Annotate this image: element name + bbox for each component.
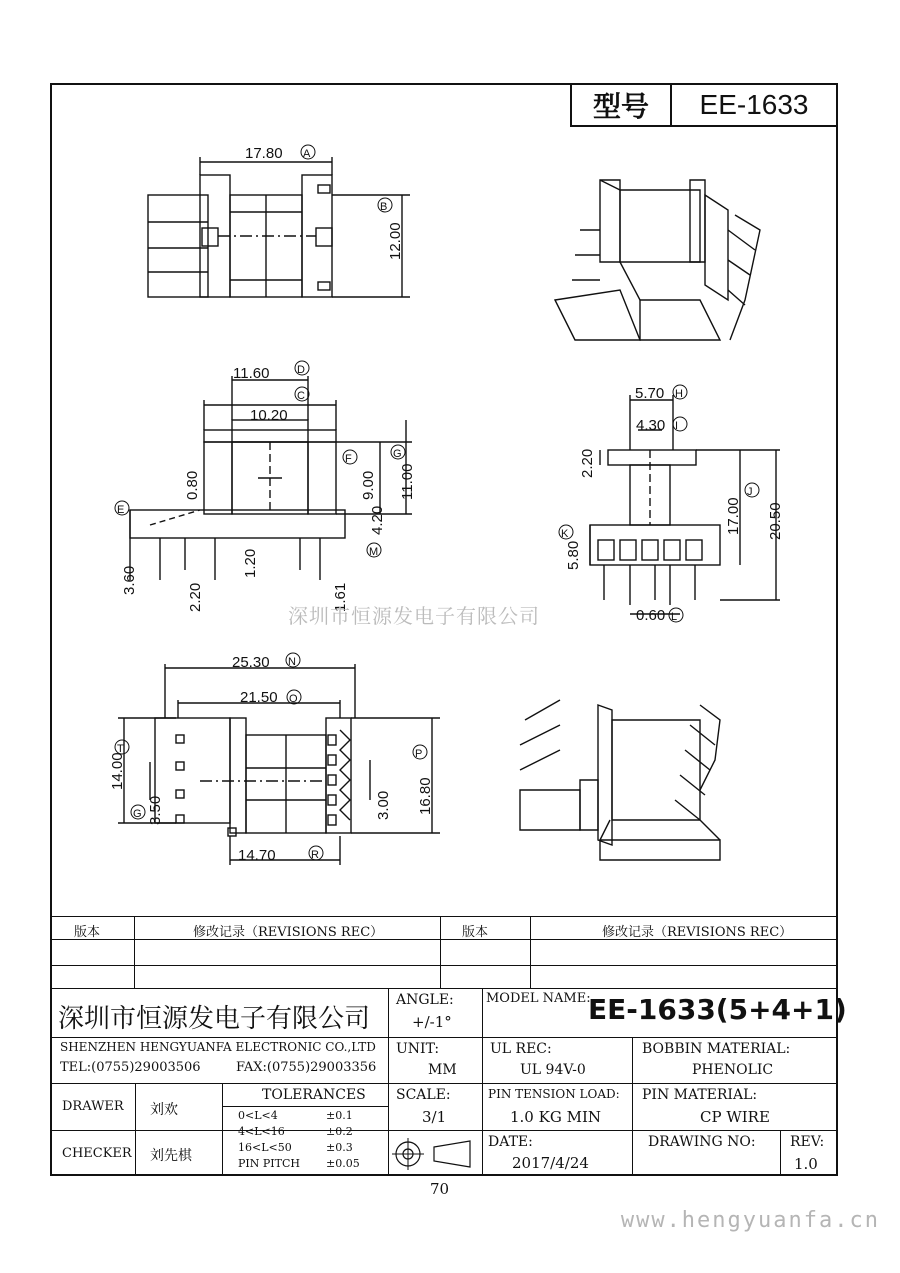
rev-header-version-2: 版本 <box>462 925 489 940</box>
angle-value: +/-1° <box>412 1013 452 1031</box>
dim-c-mark: C <box>297 390 305 402</box>
dim-k-mark: K <box>561 528 569 540</box>
drawing-no-label: DRAWING NO: <box>648 1134 756 1150</box>
rev-header-record-2: 修改记录（REVISIONS REC） <box>602 925 793 940</box>
tb-vline <box>222 1083 223 1176</box>
model-header-label: 型号 <box>572 85 672 125</box>
model-name-label: MODEL NAME: <box>486 991 591 1006</box>
tol-range-4: PIN PITCH <box>238 1157 300 1170</box>
dim-p-value: 16.80 <box>417 777 434 815</box>
tol-range-3: 16<L<50 <box>238 1141 292 1154</box>
tb-line <box>50 1037 838 1038</box>
rev-bottom-line <box>50 988 838 989</box>
tol-value-2: ±0.2 <box>326 1125 353 1138</box>
top-view <box>148 157 410 297</box>
tb-line <box>50 1130 838 1131</box>
dim-h-value: 5.70 <box>635 385 665 402</box>
dim-k-value: 5.80 <box>565 540 582 570</box>
tol-range-1: 0<L<4 <box>238 1109 278 1122</box>
side-view <box>590 395 780 614</box>
unit-value: MM <box>428 1062 457 1078</box>
rev-col-line <box>440 916 441 988</box>
dim-r-mark: R <box>311 849 319 861</box>
dim-f-value: 9.00 <box>360 470 377 500</box>
watermark-company: 深圳市恒源发电子有限公司 <box>288 604 540 628</box>
checker-label: CHECKER <box>62 1146 132 1161</box>
dim-220b-value: 2.20 <box>579 448 596 478</box>
dim-i-mark: I <box>675 420 679 432</box>
tb-vline <box>135 1083 136 1176</box>
unit-label: UNIT: <box>396 1041 440 1057</box>
company-fax: FAX:(0755)29003356 <box>236 1060 377 1075</box>
dim-i-value: 4.30 <box>636 417 666 434</box>
dim-m-mark: M <box>369 546 379 558</box>
rev-header-version: 版本 <box>74 925 101 940</box>
drawer-label: DRAWER <box>62 1099 124 1114</box>
dim-2050-value: 20.50 <box>767 502 784 540</box>
dim-a-value: 17.80 <box>245 145 283 162</box>
model-header-value: EE-1633 <box>699 89 809 120</box>
dim-g-mark: G <box>393 448 402 460</box>
dim-c-value: 10.20 <box>250 407 288 424</box>
rev-header-record: 修改记录（REVISIONS REC） <box>193 925 384 940</box>
pin-tension-value: 1.0 KG MIN <box>510 1108 601 1126</box>
rev-row-line <box>50 965 838 966</box>
dim-f-mark: F <box>345 453 352 465</box>
scale-label: SCALE: <box>396 1087 451 1103</box>
drawer-value: 刘欢 <box>150 1102 178 1118</box>
tb-vline <box>632 1037 633 1176</box>
tb-vline <box>388 988 389 1176</box>
tb-line <box>50 1083 388 1084</box>
dim-t-mark: T <box>117 743 124 755</box>
rev-value: 1.0 <box>794 1155 818 1173</box>
company-name-cn: 深圳市恒源发电子有限公司 <box>58 1004 371 1034</box>
iso-view-top <box>555 180 760 340</box>
company-name-en: SHENZHEN HENGYUANFA ELECTRONIC CO.,LTD <box>60 1040 376 1054</box>
ul-value: UL 94V-0 <box>520 1062 586 1078</box>
dim-300-value: 3.00 <box>375 790 392 820</box>
rev-label: REV: <box>790 1134 825 1150</box>
page-number: 70 <box>430 1180 450 1198</box>
dim-a-mark: A <box>303 148 311 160</box>
tol-range-2: 4<L<16 <box>238 1125 285 1138</box>
bottom-view <box>118 664 440 865</box>
tb-line <box>388 1083 838 1084</box>
tb-line <box>222 1106 388 1107</box>
date-value: 2017/4/24 <box>512 1154 589 1172</box>
tol-value-4: ±0.05 <box>326 1157 360 1170</box>
dim-n-mark: N <box>288 656 296 668</box>
dim-b-value: 12.00 <box>387 222 404 260</box>
bobbin-label: BOBBIN MATERIAL: <box>642 1041 791 1057</box>
dim-o-value: 21.50 <box>240 689 278 706</box>
dim-g-value: 11.00 <box>399 463 416 500</box>
dim-t-value: 14.00 <box>109 752 126 790</box>
website-url: www.hengyuanfa.cn <box>620 1208 880 1233</box>
dim-j-value: 17.00 <box>725 497 742 535</box>
company-tel: TEL:(0755)29003506 <box>60 1060 201 1075</box>
dim-p-mark: P <box>415 748 423 760</box>
model-name-value: EE-1633(5+4+1) <box>588 993 847 1026</box>
dim-161-value: 1.61 <box>332 582 349 612</box>
dim-080-value: 0.80 <box>184 470 201 500</box>
dim-n-value: 25.30 <box>232 654 270 671</box>
dim-j-mark: J <box>747 486 753 498</box>
dim-d-mark: D <box>297 364 305 376</box>
tolerances-label: TOLERANCES <box>262 1087 366 1103</box>
dim-e-mark: E <box>117 504 125 516</box>
scale-value: 3/1 <box>422 1108 447 1126</box>
bobbin-value: PHENOLIC <box>692 1062 774 1078</box>
tb-vline <box>780 1130 781 1176</box>
dim-o-mark: O <box>289 693 298 705</box>
dim-l-value: 0.60 <box>636 607 666 624</box>
dim-d-value: 11.60 <box>233 365 270 382</box>
dim-120-value: 1.20 <box>242 548 259 578</box>
ul-label: UL REC: <box>490 1041 552 1057</box>
dim-g2-mark: G <box>133 808 142 820</box>
projection-symbol-icon <box>392 1136 480 1172</box>
rev-col-line <box>134 916 135 988</box>
dim-r-value: 14.70 <box>238 847 276 864</box>
iso-view-bottom <box>520 700 720 860</box>
dim-e-value: 3.60 <box>121 565 138 595</box>
pin-tension-label: PIN TENSION LOAD: <box>488 1087 620 1101</box>
tol-value-3: ±0.3 <box>326 1141 353 1154</box>
dim-b-mark: B <box>380 201 388 213</box>
angle-label: ANGLE: <box>396 992 454 1008</box>
rev-top-line <box>50 916 838 917</box>
dim-h-mark: H <box>675 388 683 400</box>
pin-material-value: CP WIRE <box>700 1108 770 1126</box>
dim-220-value: 2.20 <box>187 582 204 612</box>
dim-g2-value: 3.50 <box>147 795 164 825</box>
tb-vline <box>482 988 483 1176</box>
checker-value: 刘先棋 <box>150 1148 192 1164</box>
rev-col-line <box>530 916 531 988</box>
pin-material-label: PIN MATERIAL: <box>642 1087 758 1103</box>
date-label: DATE: <box>488 1134 533 1150</box>
dim-m-value: 4.20 <box>369 505 386 535</box>
dim-l-mark: L <box>671 611 678 623</box>
tol-value-1: ±0.1 <box>326 1109 353 1122</box>
